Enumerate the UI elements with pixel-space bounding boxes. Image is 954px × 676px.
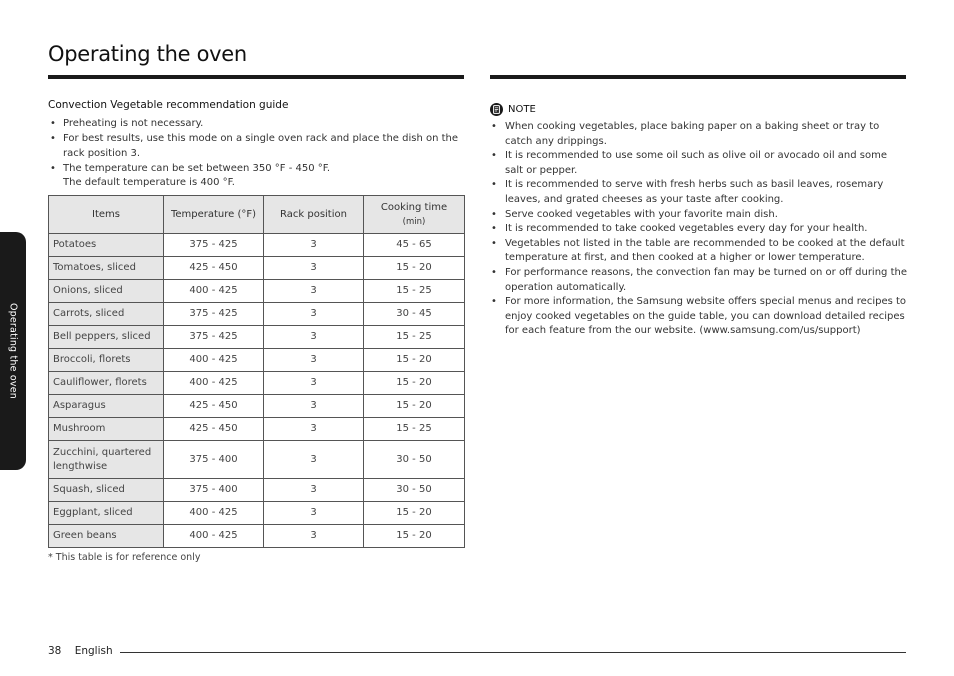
left-header-rule <box>48 75 464 79</box>
cell-rack: 3 <box>264 303 364 326</box>
cell-rack: 3 <box>264 479 364 502</box>
header-items: Items <box>49 196 164 234</box>
page-number: 38 <box>48 645 62 657</box>
table-row <box>49 372 465 395</box>
cell-temperature: 375 - 400 <box>164 441 264 479</box>
cell-item: Tomatoes, sliced <box>49 257 164 280</box>
cell-rack: 3 <box>264 502 364 525</box>
cell-temperature: 375 - 400 <box>164 479 264 502</box>
cell-temperature: 400 - 425 <box>164 280 264 303</box>
cell-rack: 3 <box>264 395 364 418</box>
table-row <box>49 395 465 418</box>
cell-rack: 3 <box>264 525 364 548</box>
cell-time: 30 - 45 <box>364 303 465 326</box>
right-header-rule <box>490 75 906 79</box>
note-item: • It is recommended to take cooked vegetables every day for your health. <box>490 222 908 237</box>
cell-time: 15 - 20 <box>364 349 465 372</box>
cell-time: 15 - 20 <box>364 525 465 548</box>
cell-temperature: 400 - 425 <box>164 502 264 525</box>
table-row <box>49 303 465 326</box>
table-row <box>49 349 465 372</box>
section-title: Convection Vegetable recommendation guide <box>48 99 289 111</box>
footer-rule <box>120 652 906 653</box>
table-header-row <box>49 196 465 234</box>
guide-bullet-list <box>48 117 464 191</box>
cell-rack: 3 <box>264 234 364 257</box>
cell-item: Squash, sliced <box>49 479 164 502</box>
cell-time: 15 - 25 <box>364 280 465 303</box>
header-cooking-time-unit: (min) <box>402 216 426 227</box>
cell-temperature: 375 - 425 <box>164 326 264 349</box>
cell-temperature: 375 - 425 <box>164 303 264 326</box>
cell-item: Potatoes <box>49 234 164 257</box>
cell-item: Zucchini, quartered lengthwise <box>49 441 164 479</box>
table-row <box>49 502 465 525</box>
cell-temperature: 425 - 450 <box>164 257 264 280</box>
header-cooking-time-label: Cooking time <box>380 201 448 213</box>
side-tab[interactable] <box>0 232 26 470</box>
cell-rack: 3 <box>264 441 364 479</box>
cell-rack: 3 <box>264 280 364 303</box>
table-row <box>49 441 465 479</box>
note-label: NOTE <box>508 103 536 115</box>
cell-time: 15 - 20 <box>364 395 465 418</box>
cell-time: 15 - 20 <box>364 502 465 525</box>
note-item: • Vegetables not listed in the table are recommended to be cooked at the default temperature at first, and then cooked at a higher or lower temperature. <box>490 237 908 266</box>
table-row <box>49 234 465 257</box>
table-footnote: * This table is for reference only <box>48 552 201 563</box>
cell-rack: 3 <box>264 349 364 372</box>
footer-language: English <box>74 645 113 657</box>
cell-temperature: 425 - 450 <box>164 395 264 418</box>
guide-bullet: • Preheating is not necessary. <box>48 117 464 132</box>
note-item: • It is recommended to serve with fresh herbs such as basil leaves, rosemary leaves, and grated cheeses as your taste after cooking. <box>490 178 908 207</box>
cell-item: Onions, sliced <box>49 280 164 303</box>
cell-item: Bell peppers, sliced <box>49 326 164 349</box>
table-row <box>49 479 465 502</box>
table-row <box>49 257 465 280</box>
page-footer <box>48 645 113 657</box>
cell-time: 15 - 20 <box>364 372 465 395</box>
cell-time: 15 - 25 <box>364 326 465 349</box>
note-item: • For more information, the Samsung website offers special menus and recipes to enjoy cooked vegetables on the guide table, you can download detailed recipes for each feature from the our website. (www.samsung.com/us/support) <box>490 295 908 339</box>
cell-time: 45 - 65 <box>364 234 465 257</box>
note-list <box>490 120 908 339</box>
side-tab-label: Operating the oven <box>7 302 19 400</box>
cell-temperature: 425 - 450 <box>164 418 264 441</box>
vegetable-guide-table <box>48 195 465 548</box>
note-item: • It is recommended to use some oil such as olive oil or avocado oil and some salt or pepper. <box>490 149 908 178</box>
cell-item: Cauliflower, florets <box>49 372 164 395</box>
cell-temperature: 400 - 425 <box>164 525 264 548</box>
cell-item: Green beans <box>49 525 164 548</box>
cell-time: 30 - 50 <box>364 441 465 479</box>
cell-item: Mushroom <box>49 418 164 441</box>
table-row <box>49 418 465 441</box>
cell-temperature: 375 - 425 <box>164 234 264 257</box>
cell-item: Carrots, sliced <box>49 303 164 326</box>
table-row <box>49 326 465 349</box>
cell-time: 30 - 50 <box>364 479 465 502</box>
table-row <box>49 525 465 548</box>
cell-time: 15 - 20 <box>364 257 465 280</box>
guide-bullet: • For best results, use this mode on a single oven rack and place the dish on the rack position 3. <box>48 132 464 161</box>
note-icon <box>490 103 503 116</box>
cell-rack: 3 <box>264 418 364 441</box>
cell-item: Asparagus <box>49 395 164 418</box>
note-item: • When cooking vegetables, place baking paper on a baking sheet or tray to catch any drippings. <box>490 120 908 149</box>
cell-rack: 3 <box>264 372 364 395</box>
header-temperature: Temperature (°F) <box>164 196 264 234</box>
note-item: • Serve cooked vegetables with your favorite main dish. <box>490 208 908 223</box>
cell-item: Eggplant, sliced <box>49 502 164 525</box>
guide-bullet-temperature <box>48 162 464 191</box>
cell-rack: 3 <box>264 326 364 349</box>
table-row <box>49 280 465 303</box>
header-cooking-time <box>364 196 465 234</box>
cell-item: Broccoli, florets <box>49 349 164 372</box>
page-title: Operating the oven <box>48 42 247 66</box>
cell-temperature: 400 - 425 <box>164 349 264 372</box>
cell-temperature: 400 - 425 <box>164 372 264 395</box>
header-rack-position: Rack position <box>264 196 364 234</box>
temperature-range-text: • The temperature can be set between 350 °F - 450 °F. <box>63 162 331 174</box>
cell-time: 15 - 25 <box>364 418 465 441</box>
cell-rack: 3 <box>264 257 364 280</box>
default-temperature-text: The default temperature is 400 °F. <box>63 177 235 189</box>
note-header <box>490 102 536 116</box>
note-item: • For performance reasons, the convection fan may be turned on or off during the operation automatically. <box>490 266 908 295</box>
